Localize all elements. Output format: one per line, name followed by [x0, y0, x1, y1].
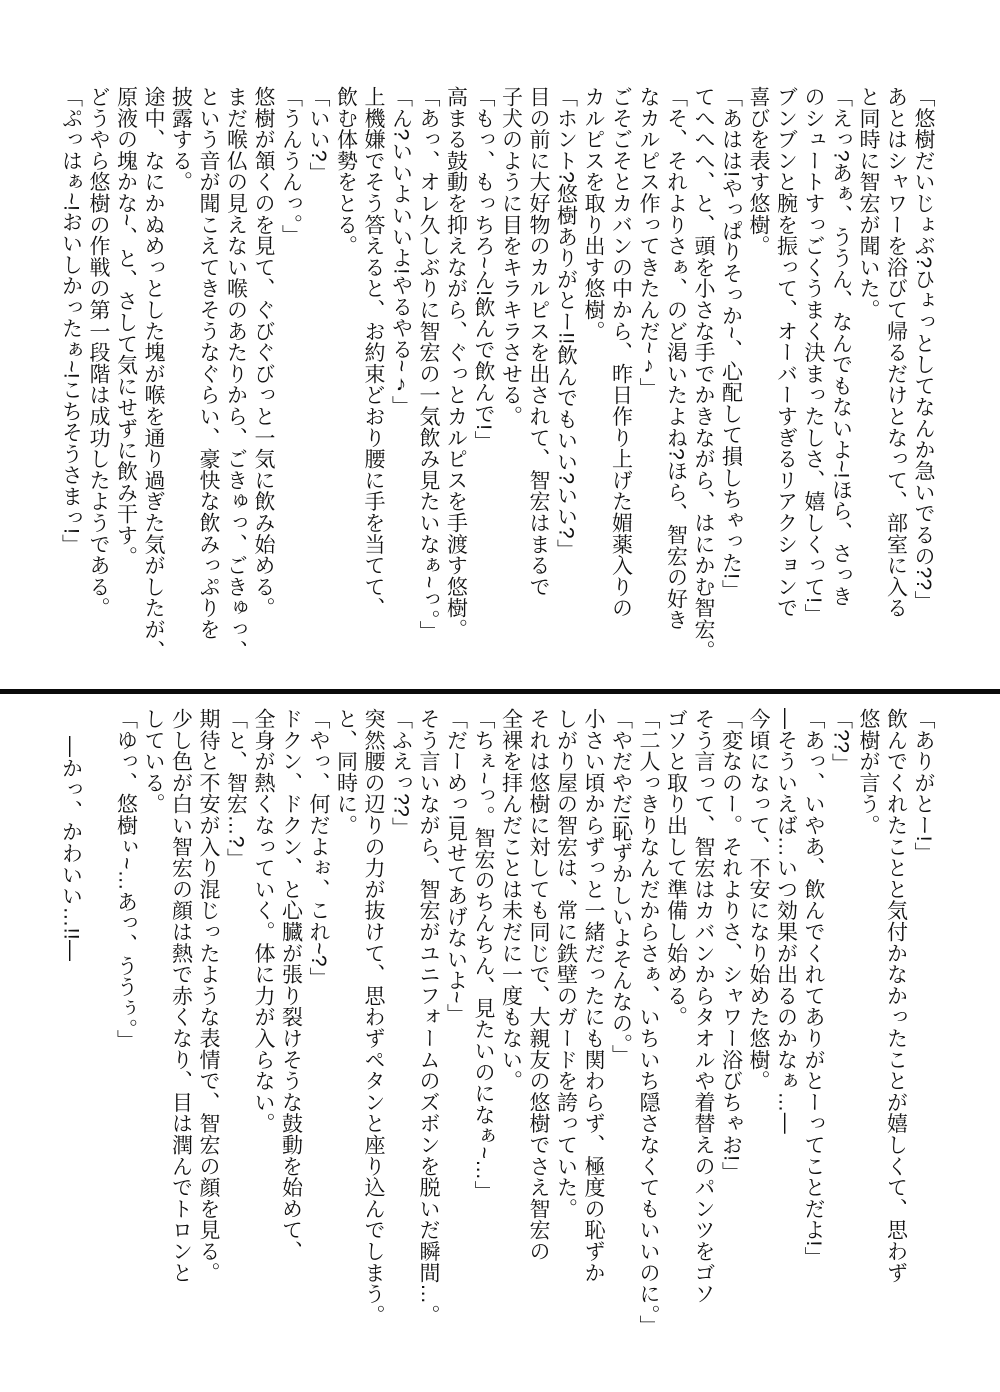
text-line: と同時に智宏が聞いた。 — [857, 86, 880, 321]
text-line: 飲む体勢をとる。 — [334, 86, 358, 257]
text-line: 「えっ?あぁ、ううん、なんでもないよ~!ほら、さっき — [829, 86, 853, 607]
text-line: それは悠樹に対しても同じで、大親友の悠樹でさえ智宏の — [527, 708, 550, 1262]
text-line: 「??」 — [829, 708, 853, 775]
text-line: ブンブンと腕を振って、オーバーすぎるリアクションで — [774, 86, 798, 619]
text-line: 「もっ、もっちろ~ん!飲んで飲んで!」 — [472, 86, 495, 452]
text-line: 「あっ、いやあ、飲んでくれてありがとーってことだよ!」 — [802, 708, 825, 1268]
text-line: 「ふえっ??」 — [389, 708, 413, 839]
text-line: という音が聞こえてきそうなぐらい、豪快な飲みっぷりを — [197, 86, 220, 640]
text-line: カルピスを取り出す悠樹。 — [582, 86, 605, 342]
text-line: 全身が熱くなっていく。体に力が入らない。 — [252, 708, 275, 1134]
text-line: 「と、智宏…?」 — [224, 708, 248, 870]
text-line: 途中、なにかぬめっとした塊が喉を通り過ぎた気がしたが、 — [142, 86, 165, 662]
text-line: 「だーめっ!見せてあげないよ~」 — [444, 708, 468, 1025]
text-line: てへへへ、と、頭を小さな手でかきながら、はにかむ智宏。 — [692, 86, 715, 662]
text-line: ごそごそとカバンの中から、昨日作り上げた媚薬入りの — [609, 86, 633, 619]
text-line: そう言って、智宏はカバンからタオルや着替えのパンツをゴソ — [692, 708, 715, 1305]
text-section-top — [57, 86, 937, 681]
text-line: そう言いながら、智宏がユニフォームのズボンを脱いだ瞬間…。 — [417, 708, 440, 1326]
text-section-bottom — [57, 708, 937, 1368]
text-line: 喜びを表す悠樹。 — [747, 86, 770, 257]
text-line: 「やだやだ!恥ずかしいよそんなの。」 — [609, 708, 633, 1066]
text-line: 「ゆっ、悠樹ぃ~…あっ、ううぅ。」 — [114, 708, 138, 1051]
text-line: ドクン、ドクン、と心臓が張り裂けそうな鼓動を始めて、 — [279, 708, 303, 1262]
text-line: 「やっ、何だよぉ、これ~?」 — [307, 708, 330, 989]
text-line: 高まる鼓動を抑えながら、ぐっとカルピスを手渡す悠樹。 — [444, 86, 468, 640]
text-line: あとはシャワーを浴びて帰るだけとなって、部室に入る — [884, 86, 908, 619]
text-line: 全裸を拝んだことは未だに一度もない。 — [499, 708, 523, 1092]
text-line-inner-monologue: ―かっ、かわいい…!!― — [59, 736, 83, 962]
text-line: しがり屋の智宏は、常に鉄壁のガードを誇っていた。 — [554, 708, 578, 1220]
text-line: 「いい?」 — [307, 86, 330, 184]
text-line: 原液の塊かな~、と、さして気にせずに飲み干す。 — [114, 86, 138, 568]
text-line: なカルピス作ってきたんだ~♪」 — [637, 86, 660, 399]
text-line: 「そ、それよりさぁ、のど渇いたよね?ほら、智宏の好き — [664, 86, 688, 631]
text-line: 小さい頃からずっと一緒だったにも関わらず、極度の恥ずか — [582, 708, 605, 1284]
text-line: 目の前に大好物のカルピスを出されて、智宏はまるで — [527, 86, 550, 598]
text-line: ―そういえば…いつ効果が出るのかなぁ…― — [774, 708, 798, 1134]
text-line: 「ありがとー!」 — [912, 708, 935, 864]
text-line: 「ぷっはぁ~!おいしかったぁ~!こちそうさまっ!」 — [59, 86, 83, 556]
text-line: 今頃になって、不安になり始めた悠樹。 — [747, 708, 770, 1092]
text-line: 披露する。 — [169, 86, 193, 193]
text-line: 「あっ、オレ久しぶりに智宏の一気飲み見たいなぁ~っ。」 — [417, 86, 440, 642]
text-line: どうやら悠樹の作戦の第一段階は成功したようである。 — [87, 86, 110, 619]
text-line: のシュートすっごくうまく決まったしさ、嬉しくって!」 — [802, 86, 825, 625]
text-line: まだ喉仏の見えない喉のあたりから、ごきゅっ、ごきゅっ、 — [224, 86, 248, 662]
text-line: 期待と不安が入り混じったような表情で、智宏の顔を見る。 — [197, 708, 220, 1284]
text-line: 「ホント?悠樹ありがとー!!飲んでもいい?いい?」 — [554, 86, 578, 561]
text-line: している。 — [142, 708, 165, 815]
text-line: ゴソと取り出して準備し始める。 — [664, 708, 688, 1028]
text-line: 「二人っきりなんだからさぁ、いちいち隠さなくてもいいのに。」 — [637, 708, 660, 1337]
text-line: 上機嫌でそう答えると、お約束どおり腰に手を当てて、 — [362, 86, 385, 619]
section-divider — [0, 689, 1000, 694]
text-line: 突然腰の辺りの力が抜けて、思わずペタンと座り込んでしまう。 — [362, 708, 385, 1326]
text-line: 「悠樹だいじょぶ?ひょっとしてなんか急いでるの??」 — [912, 86, 935, 612]
text-line: 「ちぇ~っ。智宏のちんちん、見たいのになぁ~…」 — [472, 708, 495, 1202]
text-line: 「変なのー。それよりさ、シャワー浴びちゃお!」 — [719, 708, 743, 1183]
text-line: 子犬のように目をキラキラさせる。 — [499, 86, 523, 427]
text-line: 少し色が白い智宏の顔は熱で赤くなり、目は潤んでトロンと — [169, 708, 193, 1284]
text-line: 飲んでくれたことと気付かなかったことが嬉しくて、思わず — [884, 708, 908, 1284]
text-line: 「うんうんっ。」 — [279, 86, 303, 246]
text-line: と、同時に。 — [334, 708, 358, 836]
text-line: 悠樹が頷くのを見て、ぐびぐびっと一気に飲み始める。 — [252, 86, 275, 619]
text-line: 「あはは!やっぱりそっか~、心配して損しちゃった!」 — [719, 86, 743, 601]
text-line: 「ん?いいよいいよ!やるやる~♪」 — [389, 86, 413, 417]
text-line: 悠樹が言う。 — [857, 708, 880, 836]
